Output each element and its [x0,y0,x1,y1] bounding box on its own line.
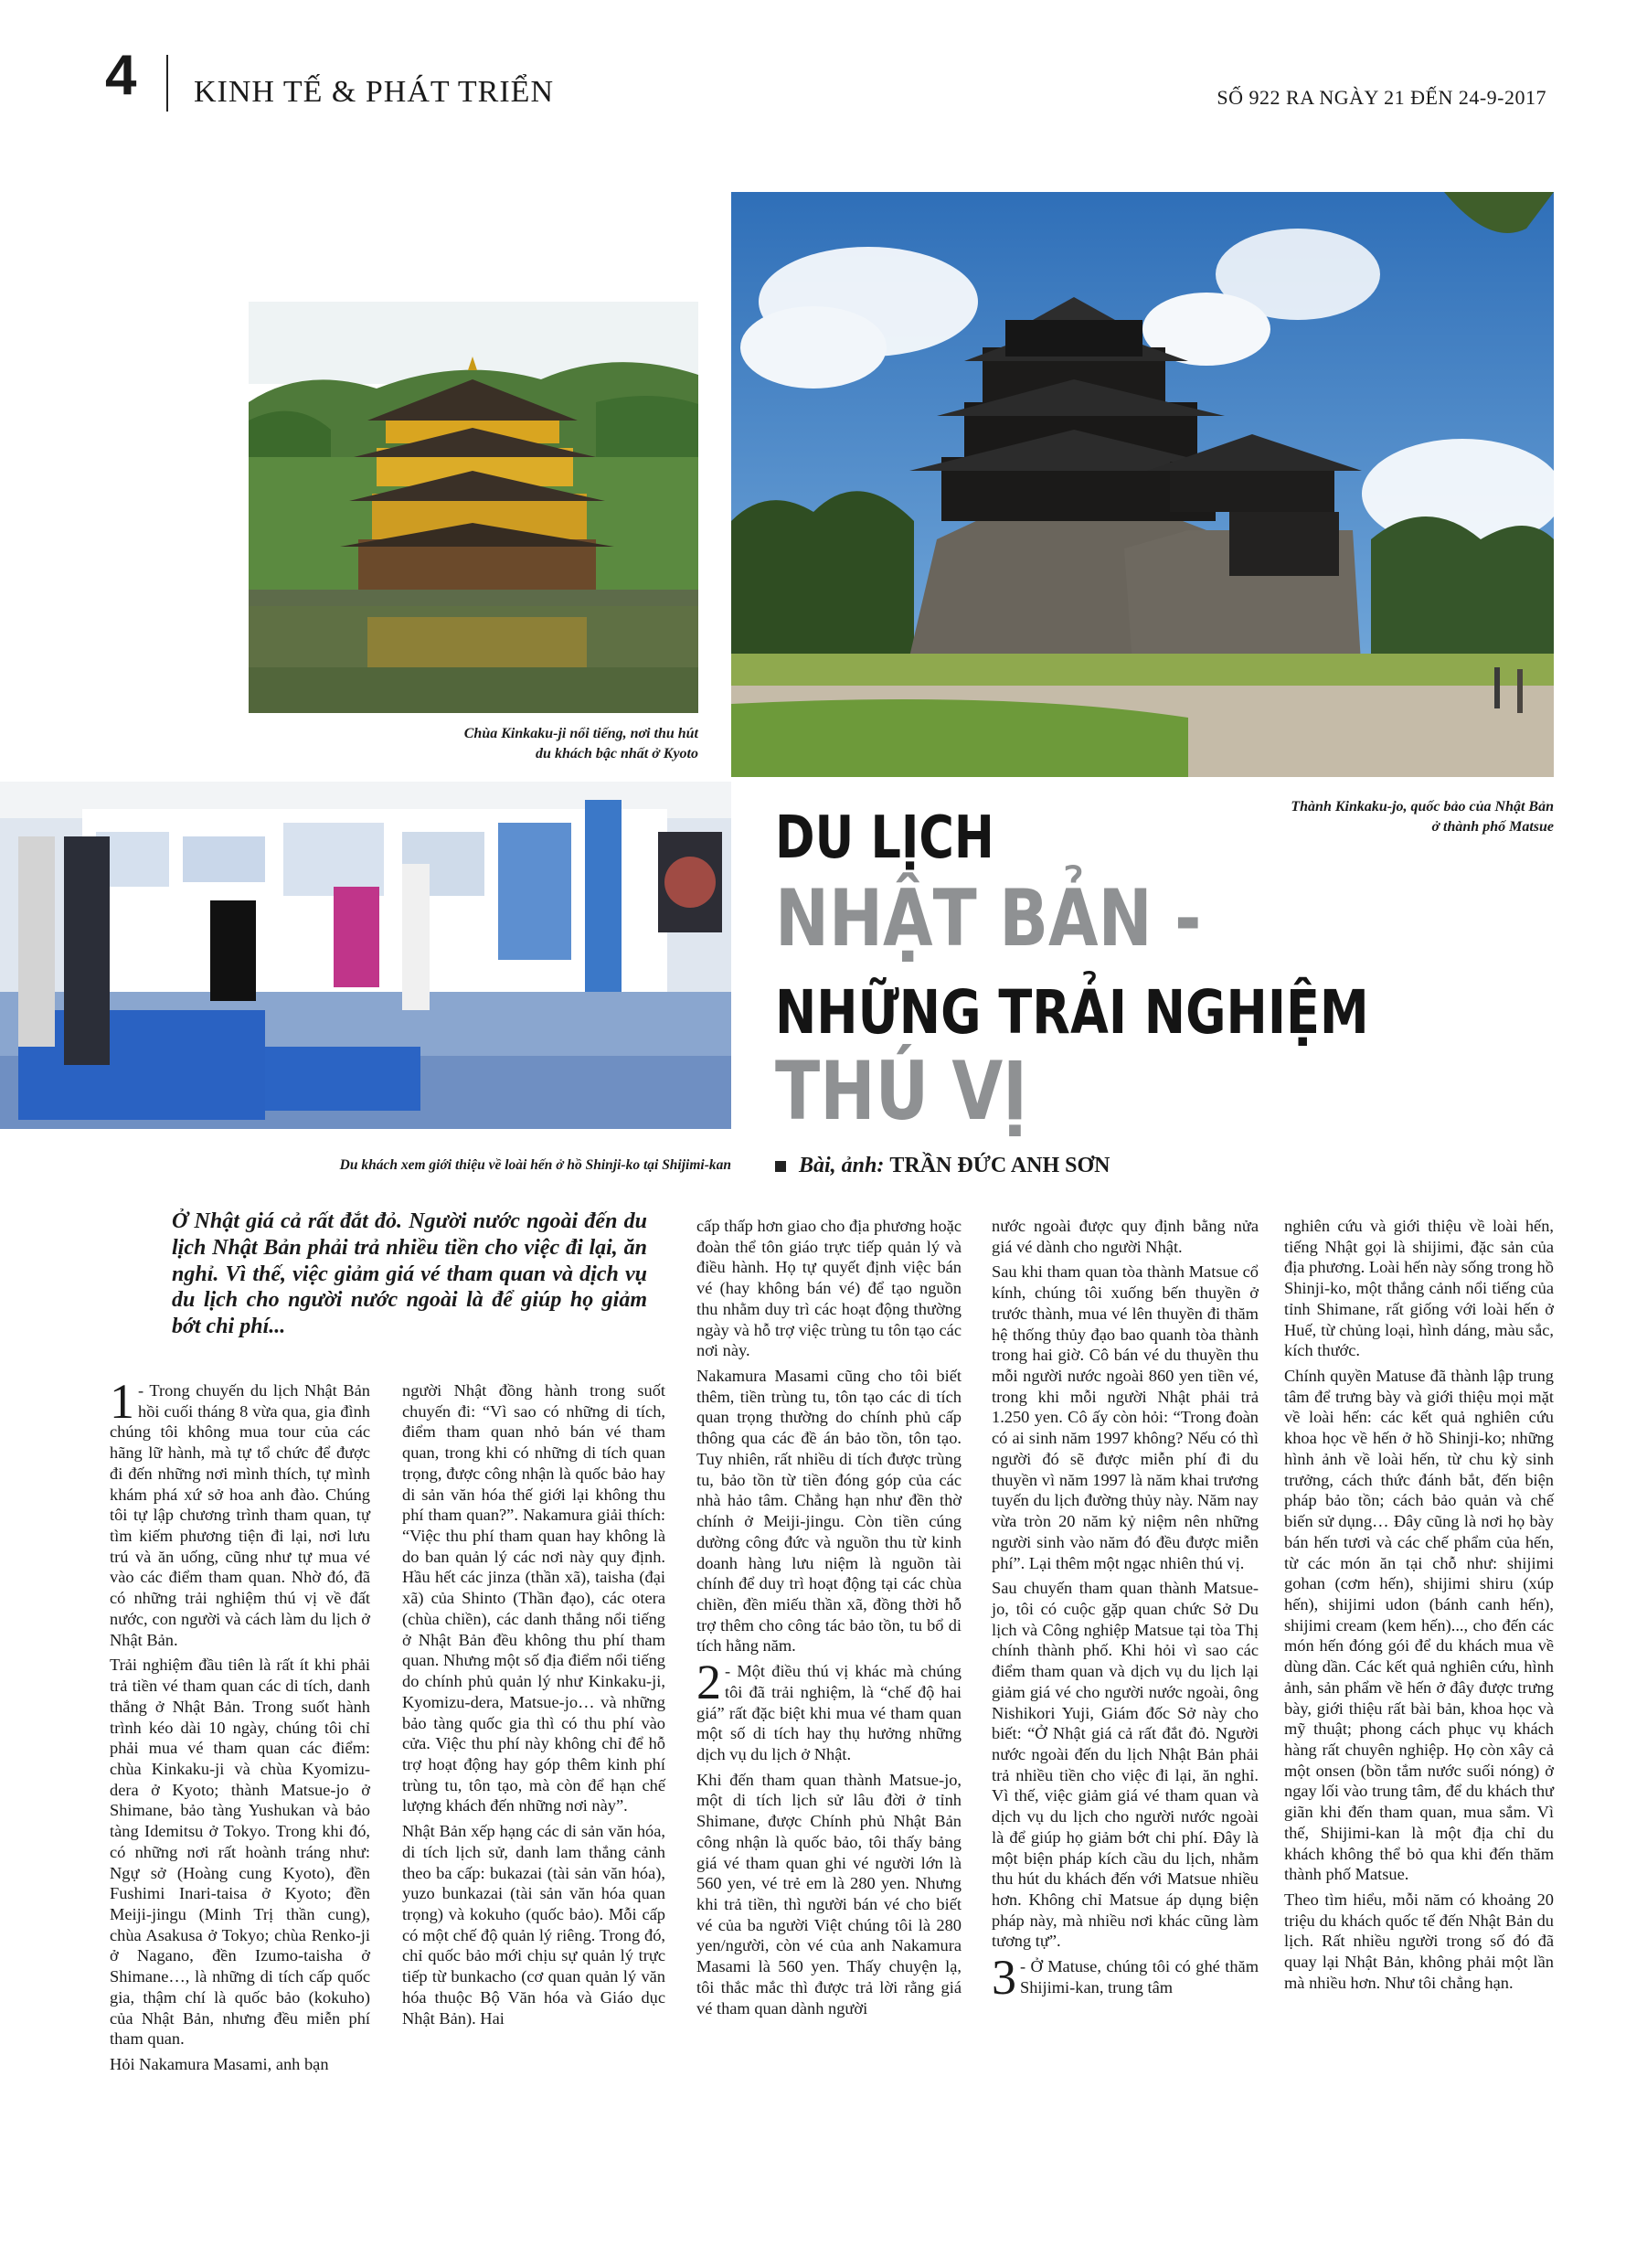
section-number-2: 2 [696,1655,721,1710]
paragraph: cấp thấp hơn giao cho địa phương hoặc đoàn thể tôn giáo trực tiếp quản lý và điều hành. Họ tự quyết định việc bán vé (hay không bán vé) để tạo nguồn thu nhằm duy trì các hoạt động thường ngày và hỗ trợ việc trùng tu tôn tạo các nơi này. [696,1217,962,1360]
lead-paragraph: Ở Nhật giá cả rất đắt đỏ. Người nước ngoài đến du lịch Nhật Bản phải trả nhiều tiền cho việc đi lại, ăn nghỉ. Vì thế, việc giảm giá vé tham quan và dịch vụ du lịch cho người nước ngoài là để giúp họ giảm bớt chi phí... [172,1209,647,1339]
byline [775,1154,1110,1178]
paragraph-text: - Ở Matuse, chúng tôi có ghé thăm Shijimi-kan, trung tâm [1020,1957,1259,1996]
paragraph [992,1950,1259,2006]
castle-caption-line2: ở thành phố Matsue [1431,818,1554,835]
museum-caption: Du khách xem giới thiệu về loài hến ở hồ Shinji-ko tại Shijimi-kan [339,1157,731,1173]
byline-marker [775,1161,786,1172]
paragraph: Sau khi tham quan tòa thành Matsue cổ kính, chúng tôi xuống bến thuyền ở trước thành, mua vé lên thuyền đi thăm hệ thống thủy đạo bao quanh tòa thành trong hai giờ. Cô bán vé du thuyền thu mỗi người nước ngoài 860 yen tiền vé, trong khi mỗi người Nhật phải trả 1.250 yen. Cô ấy còn hỏi: “Trong đoàn có ai sinh năm 1997 không? Nếu có thì người đó sẽ được miễn phí đi du thuyền vì năm 1997 là năm khai trương tuyến du lịch đường thủy này. Năm nay vừa tròn 20 năm kỷ niệm nên những người sinh vào năm đó đều được miễn phí”. Lại thêm một ngạc nhiên thú vị. [992,1262,1259,1572]
paragraph: Nhật Bản xếp hạng các di sản văn hóa, di tích lịch sử, danh lam thắng cảnh theo ba cấp: bukazai (tài sản văn hóa), yuzo bunkazai (tài sản văn hóa quan trọng) và kokuho (quốc bảo). Mỗi cấp có một chế độ quản lý riêng. Trong đó, chỉ quốc bảo mới chịu sự quản lý trực tiếp từ bunkacho (cơ quan quản lý văn hóa thuộc Bộ Văn hóa và Giáo dục Nhật Bản). Hai [402,1822,665,2028]
paragraph-text: - Một điều thú vị khác mà chúng tôi đã trải nghiệm, là “chế độ hai giá” rất đặc biệt khi mua vé tham quan một số di tích hay thụ hưởng những dịch vụ du lịch ở Nhật. [696,1662,962,1763]
paragraph: Chính quyền Matuse đã thành lập trung tâm để trưng bày và giới thiệu mọi mặt về loài hến: các kết quả nghiên cứu khoa học về hến ở hồ Shinji-ko; những hình ảnh về loài hến, từ chu kỳ sinh trưởng, cách thức đánh bắt, đến biện pháp bảo tồn; cách bảo quản và chế biến sử dụng… Đây cũng là nơi họ bày bán hến tươi và các chế phẩm của hến, từ các món ăn tại chỗ như: shijimi gohan (cơm hến), shijimi shiru (xúp hến), shijimi udon (bánh canh hến), shijimi cream (kem hến)..., cho đến các món hến đóng gói để du khách mua về dùng dần. Các kết quả nghiên cứu, hình ảnh, sản phẩm về hến ở đây được trưng bày, giới thiệu rất bài bản, khoa học và mỹ thuật; phong cách phục vụ khách hàng rất chuyên nghiệp. Họ còn xây cả một onsen (bồn tắm nước suối nóng) ở ngay lối vào trung tâm, để du khách thư giãn khi đến tham quan, mua sắm. Vì thế, Shijimi-kan là một địa chỉ du khách không thể bỏ qua khi đến thăm thành phố Matsue. [1284,1367,1554,1884]
section-number-3: 3 [992,1950,1016,2006]
title-line-1: DU LỊCH [775,804,994,872]
paragraph: Khi đến tham quan thành Matsue-jo, một di tích lịch sử lâu đời ở tỉnh Shimane, được Chính phủ Nhật Bản công nhận là quốc bảo, tôi thấy bảng giá vé tham quan ghi vé người lớn là 560 yen, vé trẻ em là 280 yen. Nhưng khi trả tiền, thì người bán vé cho biết vé của ba người Việt chúng tôi là 280 yen/người, còn vé của anh Nakamura Masami là 560 yen. Thấy chuyện lạ, tôi thắc mắc thì được trả lời rằng giá vé tham quan dành người [696,1770,962,2018]
column-2 [402,1380,665,2033]
section-number-1: 1 [110,1374,134,1429]
section-title: KINH TẾ & PHÁT TRIỂN [194,75,554,109]
paragraph: Sau chuyến tham quan thành Matsue-jo, tôi có cuộc gặp quan chức Sở Du lịch và Công nghiệp Matsue tại tòa Thị chính thành phố. Khi hỏi vì sao các điểm tham quan và dịch vụ du lịch lại giảm giá vé cho người nước ngoài, ông Nishikori Yuji, Giám đốc Sở này cho biết: “Ở Nhật giá cả rất đắt đỏ. Người nước ngoài đến du lịch Nhật Bản phải trả nhiều tiền cho việc đi lại, ăn nghỉ. Vì thế, việc giảm giá vé tham quan và dịch vụ du lịch cho người nước ngoài là để giúp họ giảm bớt chi phí. Đây là một biện pháp kích cầu du lịch, nhằm thu hút du khách đến với Matsue nhiều hơn. Không chỉ Matsue áp dụng biện pháp này, mà nhiều nơi khác cũng làm tương tự”. [992,1579,1259,1951]
museum-photo [0,782,731,1129]
paragraph [110,1374,370,1650]
paragraph: nước ngoài được quy định bằng nửa giá vé dành cho người Nhật. [992,1217,1259,1256]
column-3 [696,1216,962,2023]
paragraph: nghiên cứu và giới thiệu về loài hến, tiếng Nhật gọi là shijimi, đặc sản của địa phương. Loài hến này sống trong hồ Shinji-ko, một thắng cảnh nổi tiếng của tỉnh Shimane, rất giống với loài hến ở Huế, từ chủng loại, hình dáng, màu sắc, kích thước. [1284,1217,1554,1360]
column-4 [992,1216,1259,2006]
kinkakuji-caption-line1: Chùa Kinkaku-ji nổi tiếng, nơi thu hút [463,726,698,741]
castle-photo [731,192,1554,777]
paragraph [696,1655,962,1765]
paragraph: Theo tìm hiểu, mỗi năm có khoảng 20 triệu du khách quốc tế đến Nhật Bản du lịch. Rất nhiều người trong số đó đã quay lại Nhật Bản, không phải một lần mà nhiều hơn. Như tôi chẳng hạn. [1284,1890,1554,1992]
page-number: 4 [105,44,137,107]
kinkakuji-photo [249,192,698,713]
paragraph: Hỏi Nakamura Masami, anh bạn [110,2055,329,2073]
header-divider [166,55,168,112]
paragraph-text: - Trong chuyến du lịch Nhật Bản hồi cuối tháng 8 vừa qua, gia đình chúng tôi không mua tour của các hãng lữ hành, mà tự tổ chức để được đi đến những nơi mình thích, tự mình khám phá xứ sở hoa anh đào. Chúng tôi tự lập chương trình tham quan, tự tìm kiếm phương tiện đi lại, nơi lưu trú và ăn uống, cũng như tự mua vé vào các điểm tham quan. Nhờ đó, đã có những trải nghiệm thú vị về đất nước, con người và cách làm du lịch ở Nhật Bản. [110,1381,370,1649]
kinkakuji-caption-line2: du khách bậc nhất ở Kyoto [536,745,698,761]
issue-info: SỐ 922 RA NGÀY 21 ĐẾN 24-9-2017 [1217,86,1546,109]
title-line-4: THÚ VỊ [775,1044,1028,1138]
column-1 [110,1374,370,2080]
byline-label: Bài, ảnh: [799,1154,885,1177]
column-5 [1284,1216,1554,1998]
title-line-2: NHẬT BẢN - [775,873,1202,964]
castle-caption-line1: Thành Kinkaku-jo, quốc bảo của Nhật Bản [1291,799,1554,815]
title-line-3: NHỮNG TRẢI NGHIỆM [775,977,1369,1048]
paragraph: Nakamura Masami cũng cho tôi biết thêm, tiền trùng tu, tôn tạo các di tích quan trọng thường do chính phủ cấp thông qua các đề án bảo tồn, tôn tạo. Tuy nhiên, rất nhiều di tích được trùng tu, bảo tồn từ tiền đóng góp của các nhà hảo tâm. Chẳng hạn như đền thờ chính ở Meiji-jingu. Còn tiền cúng dường công đức và nguồn thu từ kinh doanh hàng lưu niệm là nguồn tài chính để duy trì hoạt động tại các chùa chiền, đền miếu thần xã, đồng thời hỗ trợ thêm cho công tác bảo tồn, tu bổ di tích hằng năm. [696,1367,962,1656]
paragraph: người Nhật đồng hành trong suốt chuyến đi: “Vì sao có những di tích, điểm tham quan nhỏ bán vé tham quan, trong khi có những di tích quan trọng, được công nhận là quốc bảo hay di sản văn hóa thế giới lại không thu phí tham quan?”. Nakamura giải thích: “Việc thu phí tham quan hay không là do ban quản lý các nơi này quy định. Hầu hết các jinza (thần xã), taisha (đại xã) của Shinto (Thần đạo), các otera (chùa chiền), các danh thắng nổi tiếng ở Nhật Bản đều không thu phí tham quan. Nhưng một số địa điểm nổi tiếng do chính phủ quản lý như Kinkaku-ji, Kyomizu-dera, Matsue-jo… và những bảo tàng quốc gia thì có thu phí vào cửa. Việc thu phí này không chỉ để hỗ trợ hoạt động hay góp thêm kinh phí trùng tu, tôn tạo, mà còn để hạn chế lượng khách đến những nơi này”. [402,1381,665,1815]
paragraph: Trải nghiệm đầu tiên là rất ít khi phải trả tiền vé tham quan các di tích, danh thắng ở Nhật Bản. Trong suốt hành trình kéo dài 10 ngày, chúng tôi chỉ phải mua vé tham quan các điểm: chùa Kinkaku-ji và chùa Kyomizu-dera ở Kyoto; thành Matsue-jo ở Shimane, bảo tàng Yushukan và bảo tàng Idemitsu ở Tokyo. Trong khi đó, có những nơi rất hoành tráng như: Ngự sở (Hoàng cung Kyoto), đền Fushimi Inari-taisa ở Kyoto; đền Meiji-jingu (Minh Trị thần cung), chùa Asakusa ở Tokyo; chùa Renko-ji ở Nagano, đền Izumo-taisha ở Shimane…, là những di tích cấp quốc gia, thậm chí là quốc bảo (kokuho) của Nhật Bản, nhưng đều miễn phí tham quan. [110,1656,370,2049]
byline-name: TRẦN ĐỨC ANH SƠN [889,1154,1110,1177]
